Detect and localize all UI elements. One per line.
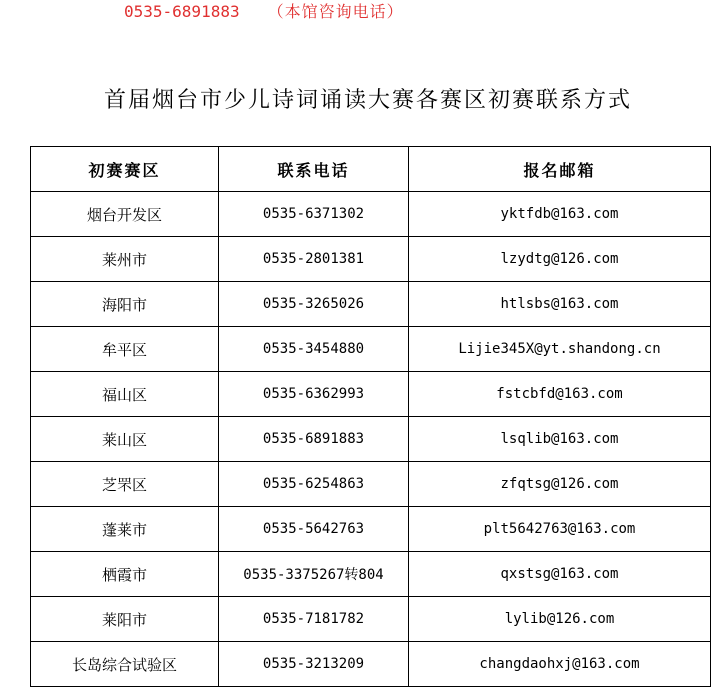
region-cell: 福山区 — [31, 372, 219, 417]
email-cell: qxstsg@163.com — [409, 552, 711, 597]
email-cell: lsqlib@163.com — [409, 417, 711, 462]
consultation-phone-line — [124, 2, 404, 22]
email-cell: htlsbs@163.com — [409, 282, 711, 327]
email-cell: yktfdb@163.com — [409, 192, 711, 237]
phone-cell: 0535-2801381 — [219, 237, 409, 282]
email-cell: changdaohxj@163.com — [409, 642, 711, 687]
column-header-region: 初赛赛区 — [31, 147, 219, 192]
phone-cell: 0535-6362993 — [219, 372, 409, 417]
contact-table — [30, 146, 711, 687]
region-cell: 莱州市 — [31, 237, 219, 282]
phone-cell: 0535-3454880 — [219, 327, 409, 372]
phone-cell: 0535-7181782 — [219, 597, 409, 642]
region-cell: 芝罘区 — [31, 462, 219, 507]
phone-cell: 0535-6254863 — [219, 462, 409, 507]
region-cell: 长岛综合试验区 — [31, 642, 219, 687]
consultation-phone-number: 0535-6891883 — [124, 2, 240, 21]
phone-cell: 0535-3375267转804 — [219, 552, 409, 597]
column-header-email: 报名邮箱 — [409, 147, 711, 192]
table-row — [31, 372, 711, 417]
email-cell: fstcbfd@163.com — [409, 372, 711, 417]
table-row — [31, 417, 711, 462]
region-cell: 蓬莱市 — [31, 507, 219, 552]
phone-cell: 0535-6371302 — [219, 192, 409, 237]
email-cell: plt5642763@163.com — [409, 507, 711, 552]
region-cell: 莱阳市 — [31, 597, 219, 642]
table-row — [31, 327, 711, 372]
table-row — [31, 462, 711, 507]
table-row — [31, 237, 711, 282]
column-header-phone: 联系电话 — [219, 147, 409, 192]
region-cell: 海阳市 — [31, 282, 219, 327]
email-cell: zfqtsg@126.com — [409, 462, 711, 507]
table-header-row — [31, 147, 711, 192]
email-cell: lylib@126.com — [409, 597, 711, 642]
table-row — [31, 507, 711, 552]
consultation-phone-note: （本馆咨询电话） — [267, 2, 404, 21]
region-cell: 莱山区 — [31, 417, 219, 462]
phone-cell: 0535-6891883 — [219, 417, 409, 462]
table-row — [31, 642, 711, 687]
phone-cell: 0535-5642763 — [219, 507, 409, 552]
email-cell: Lijie345X@yt.shandong.cn — [409, 327, 711, 372]
table-row — [31, 282, 711, 327]
phone-cell: 0535-3213209 — [219, 642, 409, 687]
table-row — [31, 597, 711, 642]
table-row — [31, 552, 711, 597]
email-cell: lzydtg@126.com — [409, 237, 711, 282]
page-title: 首届烟台市少儿诗词诵读大赛各赛区初赛联系方式 — [103, 88, 632, 113]
region-cell: 牟平区 — [31, 327, 219, 372]
region-cell: 烟台开发区 — [31, 192, 219, 237]
table-row — [31, 192, 711, 237]
phone-cell: 0535-3265026 — [219, 282, 409, 327]
region-cell: 栖霞市 — [31, 552, 219, 597]
